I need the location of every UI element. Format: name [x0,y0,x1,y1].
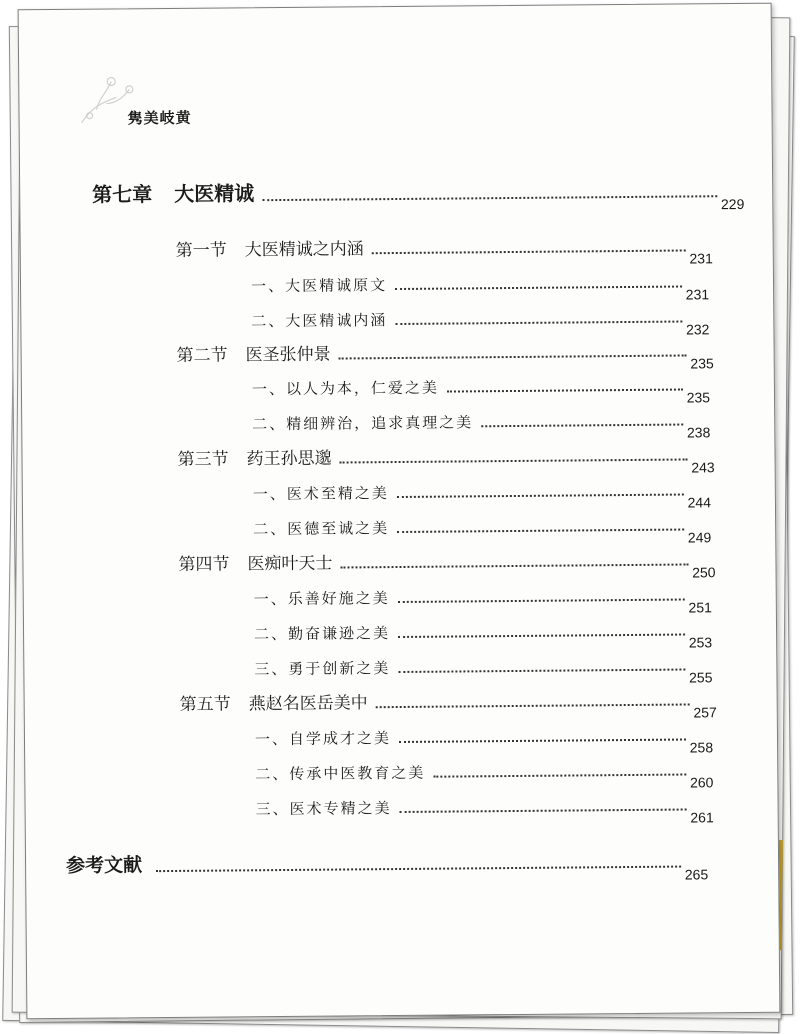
toc-section-entry [175,226,713,267]
toc-page-number: 265 [684,866,709,883]
toc-page-number: 243 [691,459,715,476]
dot-leader [395,286,682,291]
dot-leader [398,669,685,674]
toc-label [180,688,368,715]
toc-page-number: 235 [690,355,714,372]
toc-entry-number: 第三节 [177,449,229,470]
toc-entry-title: 参考文献 [65,854,143,877]
toc-page-number: 238 [686,424,711,441]
toc-section-entry [178,540,716,581]
dot-leader [447,389,683,393]
toc-label [253,482,389,504]
toc-page-number: 257 [693,704,717,721]
dot-leader [399,739,686,744]
toc-entry-number: 第五节 [179,694,231,715]
toc-label [252,377,439,400]
toc-entry-title: 一、大医精诚原文 [250,276,388,296]
dot-leader [397,494,684,499]
toc-entry-number: 第七章 [92,182,153,207]
dot-leader [340,563,688,568]
toc-page-number: 235 [686,389,711,406]
toc-label [251,274,387,296]
dot-leader [395,321,682,326]
toc-entry-title: 二、医德至诚之美 [253,519,390,539]
toc-label [177,444,331,470]
toc-page-number: 255 [689,669,713,686]
toc-entry-title: 三、勇于创新之美 [254,659,391,679]
toc-label [254,587,390,609]
toc-label [255,762,425,784]
toc-page-number: 261 [690,809,714,826]
toc-entry-title: 燕赵名医岳美中 [248,693,368,715]
toc-entry-title: 一、以人为本，仁爱之美 [251,378,440,399]
toc-page-number: 229 [720,195,745,213]
dot-leader [400,809,687,814]
toc-label [256,797,392,819]
toc-label [252,411,473,434]
toc-label [176,234,364,261]
toc-entry-number: 第四节 [178,554,230,575]
toc-item-entry [250,262,710,303]
toc-item-entry [255,785,714,826]
toc-entry-title: 大医精诚之内涵 [244,239,364,261]
toc-entry-title: 大医精诚 [174,181,255,206]
dot-leader [156,866,681,873]
toc-item-entry [251,297,710,338]
toc-page-number: 260 [689,774,714,791]
toc-page-number: 232 [685,321,710,338]
toc-label [251,309,387,331]
toc-section-entry [176,331,714,372]
toc-label [254,622,390,644]
toc-page-number: 250 [692,564,716,581]
toc-label [177,340,331,366]
toc-chapter-entry [92,172,745,213]
toc-entry-title: 一、医术至精之美 [252,484,389,504]
toc-entry-title: 药王孙思邈 [246,448,332,470]
toc-item-entry [252,470,712,511]
toc-item-entry [255,750,714,791]
toc-item-entry [253,505,712,546]
dot-leader [398,599,685,604]
toc-entry-title: 医痴叶天士 [247,553,333,575]
dot-leader [398,634,685,639]
toc-entry-title: 二、大医精诚内涵 [251,311,388,331]
dot-leader [340,458,688,463]
toc-page-number: 249 [687,529,712,546]
toc-item-entry [251,365,711,406]
toc-page-number: 231 [689,250,713,267]
toc-references-entry [65,842,709,883]
dot-leader [433,774,686,778]
toc-label [253,517,389,539]
toc-entry-number: 第一节 [175,240,227,261]
toc-item-entry [253,575,712,616]
toc-label [178,549,332,575]
running-head: 隽美岐黄 [127,108,192,128]
toc-label [254,657,390,679]
toc-entry-title: 二、勤奋谦逊之美 [253,624,391,644]
toc-entry-title: 一、自学成才之美 [254,729,392,749]
dot-leader [481,424,683,428]
toc-section-entry [177,435,715,476]
toc-item-entry [252,400,711,441]
toc-label [66,850,142,878]
toc-page-number: 244 [687,494,712,511]
toc-entry-title: 三、医术专精之美 [255,799,392,819]
toc-entry-title: 医圣张仲景 [245,344,331,366]
toc-page-number: 258 [689,739,714,756]
toc-section-entry [179,680,717,721]
toc-entry-number: 第二节 [176,345,228,366]
toc-item-entry [254,645,713,686]
dot-leader [339,354,687,359]
dot-leader [376,703,690,708]
toc-entry-title: 一、乐善好施之美 [253,589,390,609]
toc-item-entry [253,610,713,651]
toc-entry-title: 二、传承中医教育之美 [255,763,426,784]
dot-leader [397,529,684,534]
toc-page-number: 253 [688,634,713,651]
toc-entry-title: 二、精细辨治，追求真理之美 [252,413,474,434]
dot-leader [262,195,717,201]
toc-item-entry [254,715,714,756]
dot-leader [372,249,686,254]
toc-page-number: 251 [688,599,712,616]
toc-page-number: 231 [685,286,710,303]
book-page [18,3,781,1020]
toc-label [92,177,254,207]
toc-label [255,727,391,749]
